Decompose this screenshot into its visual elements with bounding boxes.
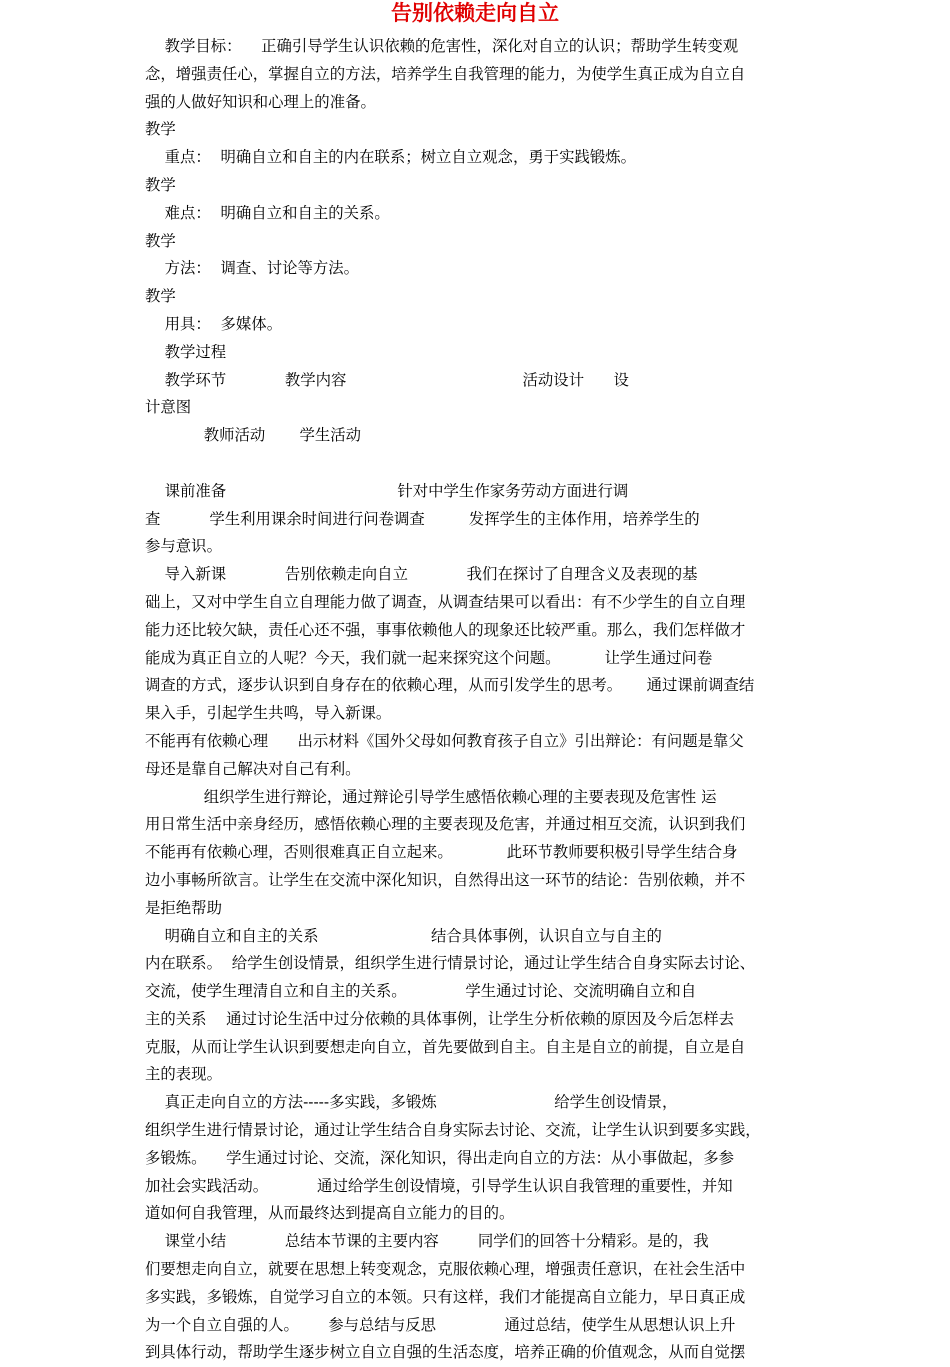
text-line: 教师活动 学生活动 (145, 426, 362, 445)
text-line: 方法： 调查、讨论等方法。 (145, 259, 360, 278)
text-line: 重点： 明确自立和自主的内在联系；树立自立观念，勇于实践锻炼。 (145, 148, 637, 167)
text-line: 础上，又对中学生自立自理能力做了调查，从调查结果可以看出：有不少学生的自立自理 (145, 592, 746, 611)
text-line: 到具体行动，帮助学生逐步树立自立自强的生活态度，培养正确的价值观念，从而自觉摆 (145, 1343, 746, 1362)
text-line: 主的关系 通过讨论生活中过分依赖的具体事例，让学生分析依赖的原因及今后怎样去 (145, 1009, 735, 1028)
text-line: 不能再有依赖心理 出示材料《国外父母如何教育孩子自立》引出辩论：有问题是靠父 (145, 731, 744, 750)
text-line: 母还是靠自己解决对自己有利。 (145, 759, 361, 778)
text-line: 果入手，引起学生共鸣，导入新课。 (145, 704, 392, 723)
text-line: 能力还比较欠缺，责任心还不强，事事依赖他人的现象还比较严重。那么，我们怎样做才 (145, 620, 746, 639)
text-line: 是拒绝帮助 (145, 898, 222, 917)
text-line: 多实践，多锻炼，自觉学习自立的本领。只有这样，我们才能提高自立能力，早日真正成 (145, 1287, 746, 1306)
text-line: 教学目标： 正确引导学生认识依赖的危害性，深化对自立的认识；帮助学生转变观 (145, 37, 739, 55)
text-line: 教学环节 教学内容 活动设计 设 (145, 370, 629, 389)
text-line: 组织学生进行情景讨论，通过让学生结合自身实际去讨论、交流，让学生认识到要多实践， (145, 1121, 761, 1140)
text-line: 真正走向自立的方法-----多实践，多锻炼 给学生创设情景， (145, 1093, 678, 1112)
text-line: 教学 (145, 120, 176, 139)
text-line: 用具： 多媒体。 (145, 314, 283, 333)
text-line: 克服，从而让学生认识到要想走向自立，首先要做到自主。自主是自立的前提，自立是自 (145, 1037, 746, 1056)
text-line: 道如何自我管理，从而最终达到提高自立能力的目的。 (145, 1204, 515, 1223)
text-line (145, 450, 815, 478)
text-line: 多锻炼。 学生通过讨论、交流，深化知识，得出走向自立的方法：从小事做起，多参 (145, 1148, 735, 1167)
text-line: 边小事畅所欲言。让学生在交流中深化知识，自然得出这一环节的结论：告别依赖，并不 (145, 870, 746, 889)
text-line: 不能再有依赖心理，否则很难真正自立起来。 此环节教师要积极引导学生结合身 (145, 843, 738, 862)
text-line: 调查的方式，逐步认识到自身存在的依赖心理，从而引发学生的思考。 通过课前调查结 (145, 676, 755, 695)
text-line: 强的人做好知识和心理上的准备。 (145, 92, 376, 111)
text-line: 教学 (145, 175, 176, 194)
text-line: 念，增强责任心，掌握自立的方法，培养学生自我管理的能力，为使学生真正成为自立自 (145, 64, 746, 83)
text-line: 加社会实践活动。 通过给学生创设情境，引导学生认识自我管理的重要性，并知 (145, 1176, 733, 1195)
text-line: 能成为真正自立的人呢？今天，我们就一起来探究这个问题。 让学生通过问卷 (145, 648, 713, 667)
text-line: 查 学生利用课余时间进行问卷调查 发挥学生的主体作用，培养学生的 (145, 509, 700, 528)
document-body (145, 33, 815, 1367)
text-line: 内在联系。 给学生创设情景，组织学生进行情景讨论，通过让学生结合自身实际去讨论、 (145, 954, 756, 973)
text-line: 教学过程 (145, 342, 227, 361)
text-line: 用日常生活中亲身经历，感悟依赖心理的主要表现及危害，并通过相互交流，认识到我们 (145, 815, 746, 834)
text-line: 难点： 明确自立和自主的关系。 (145, 203, 390, 222)
text-line: 教学 (145, 231, 176, 250)
text-line: 计意图 (145, 398, 192, 417)
text-line: 主的表现。 (145, 1065, 222, 1084)
document-title: 告别依赖走向自立 (391, 1, 559, 25)
text-line: 导入新课 告别依赖走向自立 我们在探讨了自理含义及表现的基 (145, 565, 698, 584)
text-line: 明确自立和自主的关系 结合具体事例，认识自立与自主的 (145, 926, 662, 945)
text-line: 课前准备 针对中学生作家务劳动方面进行调 (145, 481, 629, 500)
text-line: 课堂小结 总结本节课的主要内容 同学们的回答十分精彩。是的，我 (145, 1232, 709, 1251)
text-line: 交流，使学生理清自立和自主的关系。 学生通过讨论、交流明确自立和自 (145, 982, 697, 1001)
text-line: 组织学生进行辩论，通过辩论引导学生感悟依赖心理的主要表现及危害性 运 (145, 787, 717, 806)
text-line: 教学 (145, 287, 176, 306)
text-line: 参与意识。 (145, 537, 222, 556)
text-line: 们要想走向自立，就要在思想上转变观念，克服依赖心理，增强责任意识，在社会生活中 (145, 1260, 746, 1279)
text-line: 为一个自立自强的人。 参与总结与反思 通过总结，使学生从思想认识上升 (145, 1315, 736, 1334)
